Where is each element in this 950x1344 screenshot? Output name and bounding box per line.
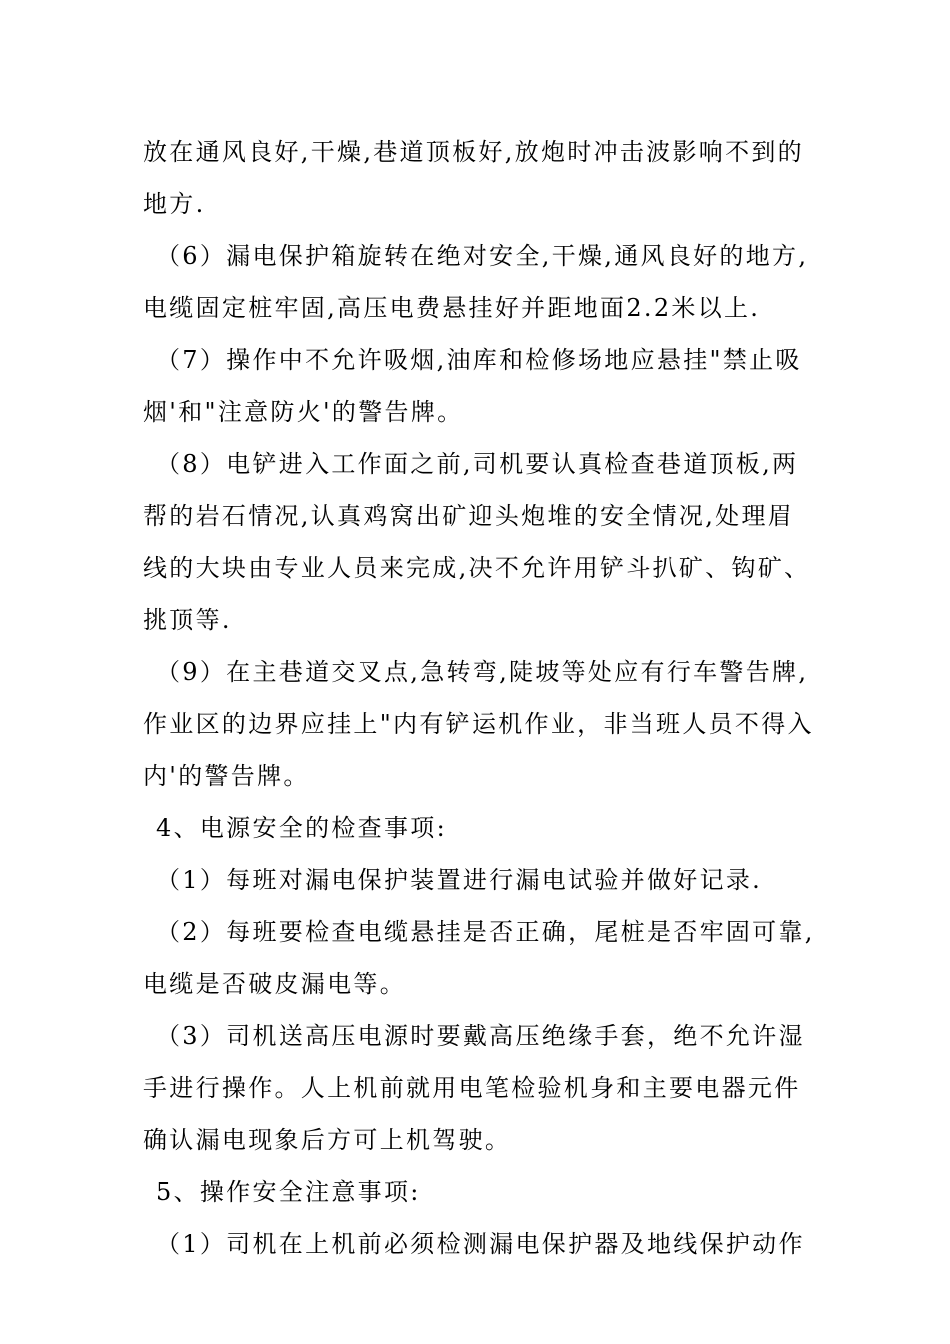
text-line: （6）漏电保护箱旋转在绝对安全,干燥,通风良好的地方,	[156, 242, 809, 270]
text-line: 线的大块由专业人员来完成,决不允许用铲斗扒矿、钩矿、	[143, 554, 811, 582]
text-line: （8）电铲进入工作面之前,司机要认真检查巷道顶板,两	[156, 450, 799, 478]
text-line: 放在通风良好,干燥,巷道顶板好,放炮时冲击波影响不到的	[143, 138, 804, 166]
text-line: 烟'和"注意防火'的警告牌。	[143, 398, 464, 426]
text-line: （1）每班对漏电保护装置进行漏电试验并做好记录.	[156, 866, 763, 894]
text-line: （7）操作中不允许吸烟,油库和检修场地应悬挂"禁止吸	[156, 346, 802, 374]
text-line: 电缆固定桩牢固,高压电费悬挂好并距地面2.2米以上.	[143, 294, 761, 322]
text-line: 地方.	[143, 190, 206, 218]
text-line: （9）在主巷道交叉点,急转弯,陡坡等处应有行车警告牌,	[156, 658, 809, 686]
text-line: 帮的岩石情况,认真鸡窝出矿迎头炮堆的安全情况,处理眉	[143, 502, 795, 530]
text-line: 内'的警告牌。	[143, 762, 310, 790]
text-line: 电缆是否破皮漏电等。	[143, 970, 406, 998]
text-line: 作业区的边界应挂上"内有铲运机作业，非当班人员不得入	[143, 710, 814, 738]
text-line: 确认漏电现象后方可上机驾驶。	[143, 1126, 512, 1154]
section-heading: 4、电源安全的检查事项:	[156, 814, 447, 842]
text-line: 挑顶等.	[143, 606, 232, 634]
text-line: （3）司机送高压电源时要戴高压绝缘手套，绝不允许湿	[156, 1022, 805, 1050]
text-line: （2）每班要检查电缆悬挂是否正确，尾桩是否牢固可靠,	[156, 918, 815, 946]
text-line: 手进行操作。人上机前就用电笔检验机身和主要电器元件	[143, 1074, 801, 1102]
section-heading: 5、操作安全注意事项:	[156, 1178, 421, 1206]
text-line: （1）司机在上机前必须检测漏电保护器及地线保护动作	[156, 1230, 805, 1258]
